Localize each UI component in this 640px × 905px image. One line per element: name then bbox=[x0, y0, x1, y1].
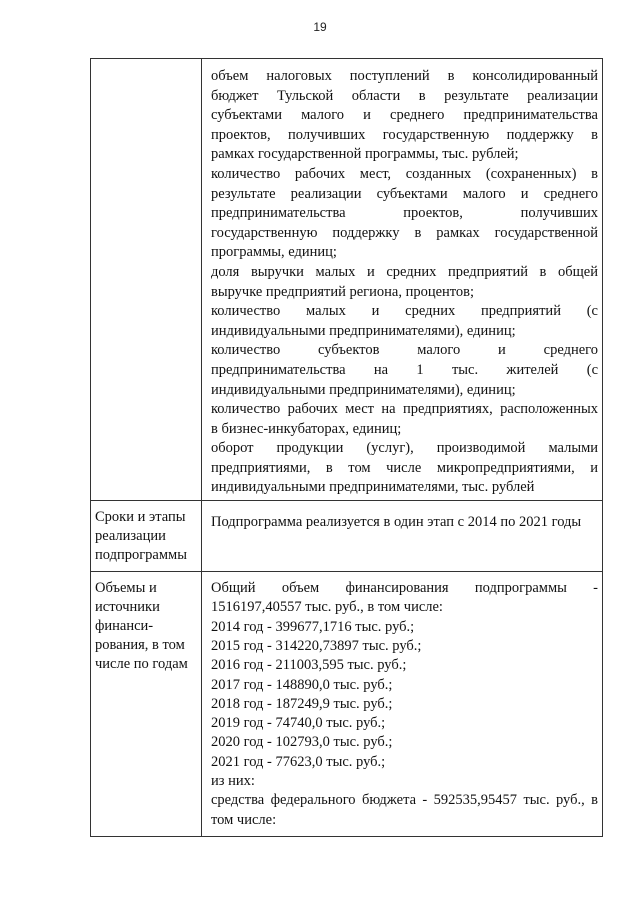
text-line: из них: bbox=[211, 773, 255, 790]
text-line: 2018 год - 187249,9 тыс. руб.; bbox=[211, 695, 393, 712]
text-line: 2019 год - 74740,0 тыс. руб.; bbox=[211, 715, 386, 732]
financing-text bbox=[202, 572, 602, 836]
text-line: индивидуальными предпринимателями), единиц; bbox=[211, 322, 516, 339]
table-row-financing bbox=[91, 572, 603, 837]
text-line: количество рабочих мест на предприятиях, расположенных bbox=[211, 401, 598, 418]
text-line: Подпрограмма реализуется в один этап с 2014 по 2021 годы bbox=[211, 514, 582, 531]
text-line: субъектами малого и среднего предпринимательства bbox=[211, 107, 598, 124]
text-line: 2017 год - 148890,0 тыс. руб.; bbox=[211, 676, 393, 693]
text-line: проектов, получивших государственную поддержку в bbox=[211, 126, 598, 143]
text-line: в бизнес-инкубаторах, единиц; bbox=[211, 420, 402, 437]
table-row-terms bbox=[91, 501, 603, 572]
text-line: индивидуальными предпринимателями), единиц; bbox=[211, 381, 516, 398]
row-label-terms bbox=[91, 501, 202, 572]
text-line: 2015 год - 314220,73897 тыс. руб.; bbox=[211, 637, 422, 654]
table-row-indicators bbox=[91, 59, 603, 501]
row-content-indicators bbox=[202, 59, 603, 501]
row-content-terms bbox=[202, 501, 603, 572]
text-line: Общий объем финансирования подпрограммы - bbox=[211, 580, 598, 597]
text-line: средства федерального бюджета - 592535,95457 тыс. руб., в bbox=[211, 792, 598, 809]
row-label-financing bbox=[91, 572, 202, 837]
text-line: количество малых и средних предприятий (с bbox=[211, 303, 598, 320]
text-line: 1516197,40557 тыс. руб., в том числе: bbox=[211, 599, 443, 616]
text-line: 2016 год - 211003,595 тыс. руб.; bbox=[211, 657, 407, 674]
text-line: предпринимательства на 1 тыс. жителей (с bbox=[211, 361, 598, 378]
text-line: объем налоговых поступлений в консолидированный bbox=[211, 68, 598, 84]
text-line: оборот продукции (услуг), производимой малыми bbox=[211, 440, 598, 457]
text-line: 2021 год - 77623,0 тыс. руб.; bbox=[211, 753, 386, 770]
row-content-financing bbox=[202, 572, 603, 837]
subprogram-passport-table bbox=[90, 58, 603, 837]
text-line: бюджет Тульской области в результате реализации bbox=[211, 87, 598, 104]
indicators-text bbox=[202, 59, 602, 500]
text-line: предпринимательства проектов, получивших bbox=[211, 205, 598, 222]
text-line: результате реализации субъектами малого и среднего bbox=[211, 185, 598, 202]
page-number: 19 bbox=[313, 20, 327, 34]
text-line: доля выручки малых и средних предприятий в общей bbox=[211, 263, 598, 280]
text-line: том числе: bbox=[211, 811, 277, 828]
text-line: рамках государственной программы, тыс. рублей; bbox=[211, 146, 519, 163]
text-line: количество рабочих мест, созданных (сохраненных) в bbox=[211, 165, 598, 182]
row-label-indicators bbox=[91, 59, 202, 501]
terms-text bbox=[202, 501, 602, 559]
text-line: программы, единиц; bbox=[211, 244, 337, 261]
text-line: выручке предприятий региона, процентов; bbox=[211, 283, 475, 300]
text-line: 2020 год - 102793,0 тыс. руб.; bbox=[211, 734, 393, 751]
row-label-text: Объемы и источники финанси-рования, в том числе по годам bbox=[95, 580, 188, 673]
text-line: количество субъектов малого и среднего bbox=[211, 342, 598, 359]
text-line: государственную поддержку в рамках государственной bbox=[211, 224, 598, 241]
text-line: 2014 год - 399677,1716 тыс. руб.; bbox=[211, 618, 415, 635]
text-line: предприятиями, в том числе микропредприятиями, и bbox=[211, 459, 598, 476]
text-line: индивидуальными предпринимателями, тыс. рублей bbox=[211, 479, 535, 496]
row-label-text bbox=[91, 59, 201, 72]
row-label-text: Сроки и этапы реализации подпрограммы bbox=[95, 509, 187, 564]
